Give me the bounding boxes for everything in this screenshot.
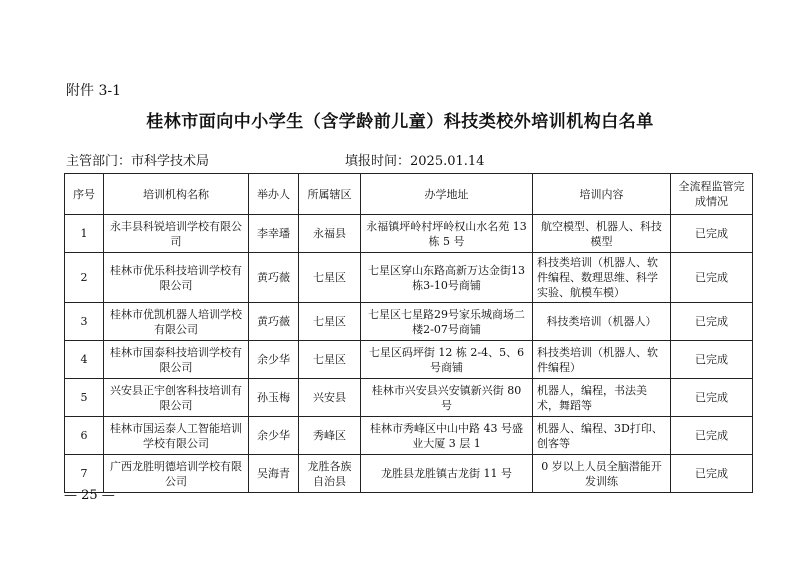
cell-index: 4 <box>65 341 104 379</box>
header-index: 序号 <box>65 174 104 215</box>
table-row <box>65 215 753 253</box>
header-supervision: 全流程监管完成情况 <box>671 174 753 215</box>
page-number: — 25 — <box>64 488 115 503</box>
cell-district: 兴安县 <box>299 379 361 417</box>
department-label: 主管部门：市科学技术局 <box>66 154 210 169</box>
cell-org-name: 桂林市优乐科技培训学校有限公司 <box>104 253 249 303</box>
table-row <box>65 303 753 341</box>
fill-date-label: 填报时间：2025.01.14 <box>345 154 485 169</box>
cell-supervision: 已完成 <box>671 215 753 253</box>
cell-address: 七星区码坪街 12 栋 2-4、5、6 号商铺 <box>361 341 533 379</box>
cell-district: 永福县 <box>299 215 361 253</box>
cell-content: 航空模型、机器人、科技模型 <box>533 215 671 253</box>
cell-district: 七星区 <box>299 303 361 341</box>
cell-org-name: 桂林市国泰科技培训学校有限公司 <box>104 341 249 379</box>
cell-organizer: 吴海青 <box>249 455 299 493</box>
cell-address: 永福镇坪岭村坪岭权山水名苑 13 栋 5 号 <box>361 215 533 253</box>
cell-district: 七星区 <box>299 341 361 379</box>
cell-organizer: 黄巧薇 <box>249 303 299 341</box>
header-content: 培训内容 <box>533 174 671 215</box>
cell-supervision: 已完成 <box>671 455 753 493</box>
cell-organizer: 李幸璠 <box>249 215 299 253</box>
cell-address: 七星区七星路29号家乐城商场二楼2-07号商铺 <box>361 303 533 341</box>
cell-content: 0 岁以上人员全脑潜能开发训练 <box>533 455 671 493</box>
cell-index: 5 <box>65 379 104 417</box>
cell-address: 桂林市秀峰区中山中路 43 号盛业大厦 3 层 1 <box>361 417 533 455</box>
cell-content: 科技类培训（机器人） <box>533 303 671 341</box>
document-title: 桂林市面向中小学生（含学龄前儿童）科技类校外培训机构白名单 <box>146 112 654 132</box>
cell-index: 2 <box>65 253 104 303</box>
cell-content: 机器人、编程、3D打印、创客等 <box>533 417 671 455</box>
table-row <box>65 417 753 455</box>
cell-org-name: 桂林市优凯机器人培训学校有限公司 <box>104 303 249 341</box>
cell-district: 龙胜各族自治县 <box>299 455 361 493</box>
cell-address: 桂林市兴安县兴安镇新兴街 80 号 <box>361 379 533 417</box>
cell-content: 科技类培训（机器人、软件编程） <box>533 341 671 379</box>
cell-index: 1 <box>65 215 104 253</box>
cell-index: 7 <box>65 455 104 493</box>
header-district: 所属辖区 <box>299 174 361 215</box>
cell-district: 七星区 <box>299 253 361 303</box>
cell-organizer: 黄巧薇 <box>249 253 299 303</box>
cell-org-name: 桂林市国运泰人工智能培训学校有限公司 <box>104 417 249 455</box>
header-org-name: 培训机构名称 <box>104 174 249 215</box>
header-address: 办学地址 <box>361 174 533 215</box>
table-row <box>65 341 753 379</box>
table-row <box>65 253 753 303</box>
cell-supervision: 已完成 <box>671 253 753 303</box>
cell-address: 龙胜县龙胜镇古龙街 11 号 <box>361 455 533 493</box>
table-row <box>65 455 753 493</box>
cell-index: 6 <box>65 417 104 455</box>
attachment-label: 附件 3-1 <box>66 83 121 99</box>
cell-supervision: 已完成 <box>671 379 753 417</box>
cell-org-name: 广西龙胜明德培训学校有限公司 <box>104 455 249 493</box>
cell-organizer: 余少华 <box>249 417 299 455</box>
cell-district: 秀峰区 <box>299 417 361 455</box>
cell-org-name: 兴安县正宇创客科技培训有限公司 <box>104 379 249 417</box>
whitelist-table <box>64 173 753 493</box>
table-header-row <box>65 174 753 215</box>
header-organizer: 举办人 <box>249 174 299 215</box>
cell-index: 3 <box>65 303 104 341</box>
cell-supervision: 已完成 <box>671 341 753 379</box>
cell-content: 科技类培训（机器人、软件编程、数理思维、科学实验、航模车模） <box>533 253 671 303</box>
cell-organizer: 余少华 <box>249 341 299 379</box>
cell-supervision: 已完成 <box>671 303 753 341</box>
cell-supervision: 已完成 <box>671 417 753 455</box>
table-row <box>65 379 753 417</box>
cell-org-name: 永丰县科锐培训学校有限公司 <box>104 215 249 253</box>
cell-content: 机器人，编程，书法美术，舞蹈等 <box>533 379 671 417</box>
cell-organizer: 孙玉梅 <box>249 379 299 417</box>
cell-address: 七星区穿山东路高新万达金街13栋3-10号商铺 <box>361 253 533 303</box>
